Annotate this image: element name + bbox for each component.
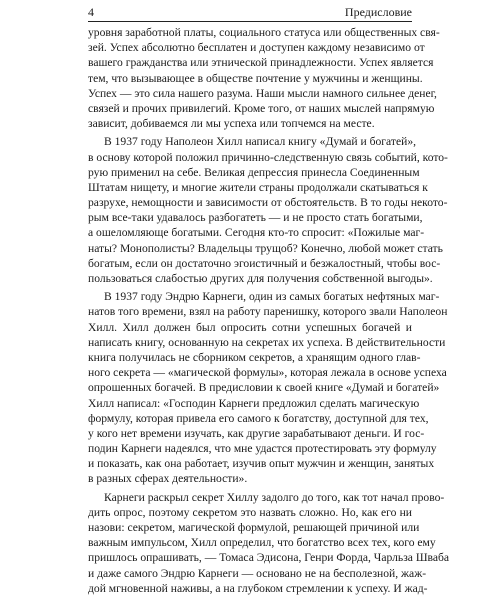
text-line: в основу которой положил причинно-следственную связь событий, кото-: [88, 150, 448, 164]
text-line: пришлось опрашивать, — Томаса Эдисона, Генри Форда, Чарльза Шваба: [88, 551, 450, 565]
text-line: Хилл написал: «Господин Карнеги предложил сделать магическую: [88, 396, 420, 410]
paragraph: [88, 490, 450, 596]
text-line: написать книгу, основанную на секретах их успеха. В действительности: [88, 335, 446, 349]
page-number: 4: [88, 5, 94, 19]
text-line: формулу, которая привела его самого к богатству, доступной для тех,: [88, 411, 429, 425]
text-line: в разных сферах деятельности».: [88, 472, 248, 486]
text-line: дить опрос, поэтому секретом это назвать сложно. Но, как его ни: [88, 505, 412, 519]
text-line: дой мгновенной наживы, а на глубоком стремлении к успеху. И жад-: [88, 581, 428, 595]
text-line: опрошенных богачей. В предисловии к своей книге «Думай и богатей»: [88, 381, 440, 395]
paragraph: [88, 289, 448, 486]
running-title: Предисловие: [344, 5, 412, 19]
text-line: тем, что вызывающее в обществе почтение у мужчины и женщины.: [88, 71, 423, 85]
text-line: натов того времени, взял на работу паренишку, которого звали Наполеон: [88, 305, 448, 319]
text-line: зависит, добиваемся ли мы успеха или топчемся на месте.: [88, 117, 375, 131]
header-rule: [88, 21, 412, 22]
text-line: подин Карнеги надеялся, что мне удастся протестировать эту формулу: [88, 442, 437, 456]
text-line: пользоваться слабостью других для получения собственной выгоды».: [88, 272, 433, 285]
text-line: Карнеги раскрыл секрет Хиллу задолго до того, как тот начал прово-: [104, 490, 445, 504]
text-line: Хилл. Хилл должен был опросить сотни успешных богачей и: [88, 320, 412, 334]
text-line: Успех — это сила нашего разума. Наши мысли намного сильнее денег,: [88, 86, 437, 100]
text-line: разрухе, немощности и зависимости от обстоятельств. В то годы некото-: [88, 196, 448, 210]
text-line: рую применил на себе. Великая депрессия принесла Соединенным: [88, 165, 420, 179]
text-line: В 1937 году Эндрю Карнеги, один из самых богатых нефтяных маг-: [104, 290, 440, 304]
text-line: а ошеломляюще богатыми. Сегодня кто-то спросит: «Пожилые маг-: [88, 226, 425, 240]
text-line: вашего гражданства или этнической принадлежности. Успех является: [88, 56, 434, 70]
text-line: и даже самого Эндрю Карнеги — основано не на бесполезной, жаж-: [88, 566, 427, 580]
text-line: и показать, как она работает, изучив опыт мужчин и женщин, занятых: [88, 457, 435, 471]
text-line: зей. Успех абсолютно бесплатен и доступен каждому независимо от: [88, 41, 425, 55]
text-line: назови: секретом, магической формулой, решающей причиной или: [88, 521, 420, 534]
text-line: богатым, если он достаточно эгоистичный и безжалостный, чтобы вос-: [88, 256, 441, 270]
text-line: уровня заработной платы, социального статуса или общественных свя-: [88, 26, 440, 39]
paragraph: [88, 134, 448, 286]
text-line: связей и прочих привилегий. Кроме того, от наших мыслей напрямую: [88, 101, 435, 115]
text-line: у кого нет времени изучать, как другие зарабатывают деньги. И гос-: [88, 426, 425, 440]
text-line: ного секрета — «магической формулы», которая лежала в основе успеха: [88, 366, 447, 380]
body-text: [88, 25, 450, 596]
text-line: В 1937 году Наполеон Хилл написал книгу «Думай и богатей»,: [104, 135, 417, 149]
text-line: важным импульсом, Хилл определил, что богатство всех тех, кого ему: [88, 536, 436, 550]
text-line: рым все-таки удавалось разбогатеть — и не просто стать богатыми,: [88, 211, 423, 225]
page-header: [88, 4, 412, 22]
text-line: Штатам нищету, и многие жители страны продолжали скатываться к: [88, 180, 428, 194]
text-line: книга получилась не сборником секретов, а хранящим одного глав-: [88, 350, 421, 364]
text-line: наты? Монополисты? Владельцы трущоб? Конечно, любой может стать: [88, 241, 443, 255]
paragraph: [88, 25, 440, 131]
